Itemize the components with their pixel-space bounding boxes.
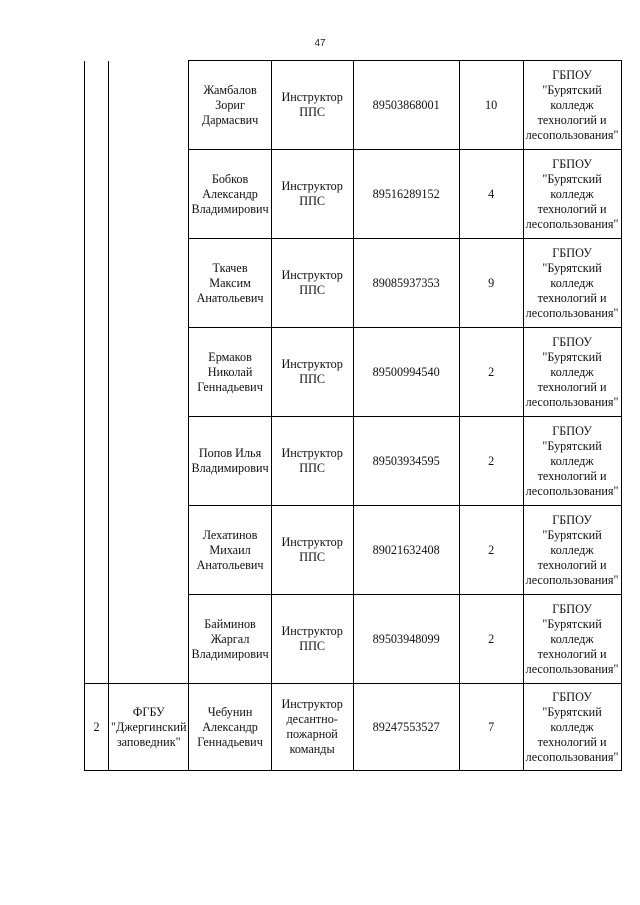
- row-number-cell: [85, 150, 109, 239]
- staff-table: [84, 60, 622, 771]
- row-number-cell: [85, 417, 109, 506]
- value-cell: 10: [459, 61, 523, 150]
- person-name-cell: Ермаков Николай Геннадьевич: [189, 328, 271, 417]
- person-name-cell: Бобков Александр Владимирович: [189, 150, 271, 239]
- phone-cell: 89021632408: [353, 506, 459, 595]
- table-row: [85, 328, 622, 417]
- position-cell: Инструктор ППС: [271, 61, 353, 150]
- organization-cell: [109, 506, 189, 595]
- college-cell: ГБПОУ "Бурятский колледж технологий и лесопользования": [523, 328, 621, 417]
- college-cell: ГБПОУ "Бурятский колледж технологий и лесопользования": [523, 150, 621, 239]
- position-cell: Инструктор ППС: [271, 150, 353, 239]
- value-cell: 7: [459, 684, 523, 771]
- college-cell: ГБПОУ "Бурятский колледж технологий и лесопользования": [523, 417, 621, 506]
- college-cell: ГБПОУ "Бурятский колледж технологий и лесопользования": [523, 684, 621, 771]
- phone-cell: 89503868001: [353, 61, 459, 150]
- organization-cell: [109, 239, 189, 328]
- value-cell: 2: [459, 328, 523, 417]
- position-cell: Инструктор ППС: [271, 239, 353, 328]
- person-name-cell: Жамбалов Зориг Дармасвич: [189, 61, 271, 150]
- college-cell: ГБПОУ "Бурятский колледж технологий и лесопользования": [523, 595, 621, 684]
- college-cell: ГБПОУ "Бурятский колледж технологий и лесопользования": [523, 239, 621, 328]
- position-cell: Инструктор десантно-пожарной команды: [271, 684, 353, 771]
- table-row: [85, 595, 622, 684]
- position-cell: Инструктор ППС: [271, 417, 353, 506]
- table-row: [85, 417, 622, 506]
- page-number: 47: [314, 38, 326, 49]
- person-name-cell: Попов Илья Владимирович: [189, 417, 271, 506]
- value-cell: 4: [459, 150, 523, 239]
- table-row: [85, 239, 622, 328]
- table-row: [85, 150, 622, 239]
- row-number-cell: [85, 61, 109, 150]
- table-row: [85, 506, 622, 595]
- table-row: [85, 684, 622, 771]
- row-number-cell: [85, 239, 109, 328]
- position-cell: Инструктор ППС: [271, 506, 353, 595]
- value-cell: 2: [459, 506, 523, 595]
- person-name-cell: Лехатинов Михаил Анатольевич: [189, 506, 271, 595]
- college-cell: ГБПОУ "Бурятский колледж технологий и лесопользования": [523, 506, 621, 595]
- phone-cell: 89503934595: [353, 417, 459, 506]
- row-number-cell: [85, 506, 109, 595]
- phone-cell: 89516289152: [353, 150, 459, 239]
- value-cell: 9: [459, 239, 523, 328]
- value-cell: 2: [459, 595, 523, 684]
- person-name-cell: Чебунин Александр Геннадьевич: [189, 684, 271, 771]
- row-number-cell: [85, 595, 109, 684]
- row-number-cell: [85, 328, 109, 417]
- organization-cell: [109, 61, 189, 150]
- phone-cell: 89503948099: [353, 595, 459, 684]
- person-name-cell: Байминов Жаргал Владимирович: [189, 595, 271, 684]
- college-cell: ГБПОУ "Бурятский колледж технологий и лесопользования": [523, 61, 621, 150]
- organization-cell: [109, 328, 189, 417]
- value-cell: 2: [459, 417, 523, 506]
- organization-cell: ФГБУ "Джергинский заповедник": [109, 684, 189, 771]
- phone-cell: 89085937353: [353, 239, 459, 328]
- organization-cell: [109, 417, 189, 506]
- phone-cell: 89247553527: [353, 684, 459, 771]
- organization-cell: [109, 150, 189, 239]
- position-cell: Инструктор ППС: [271, 328, 353, 417]
- person-name-cell: Ткачев Максим Анатольевич: [189, 239, 271, 328]
- organization-cell: [109, 595, 189, 684]
- phone-cell: 89500994540: [353, 328, 459, 417]
- row-number-cell: 2: [85, 684, 109, 771]
- table-row: [85, 61, 622, 150]
- position-cell: Инструктор ППС: [271, 595, 353, 684]
